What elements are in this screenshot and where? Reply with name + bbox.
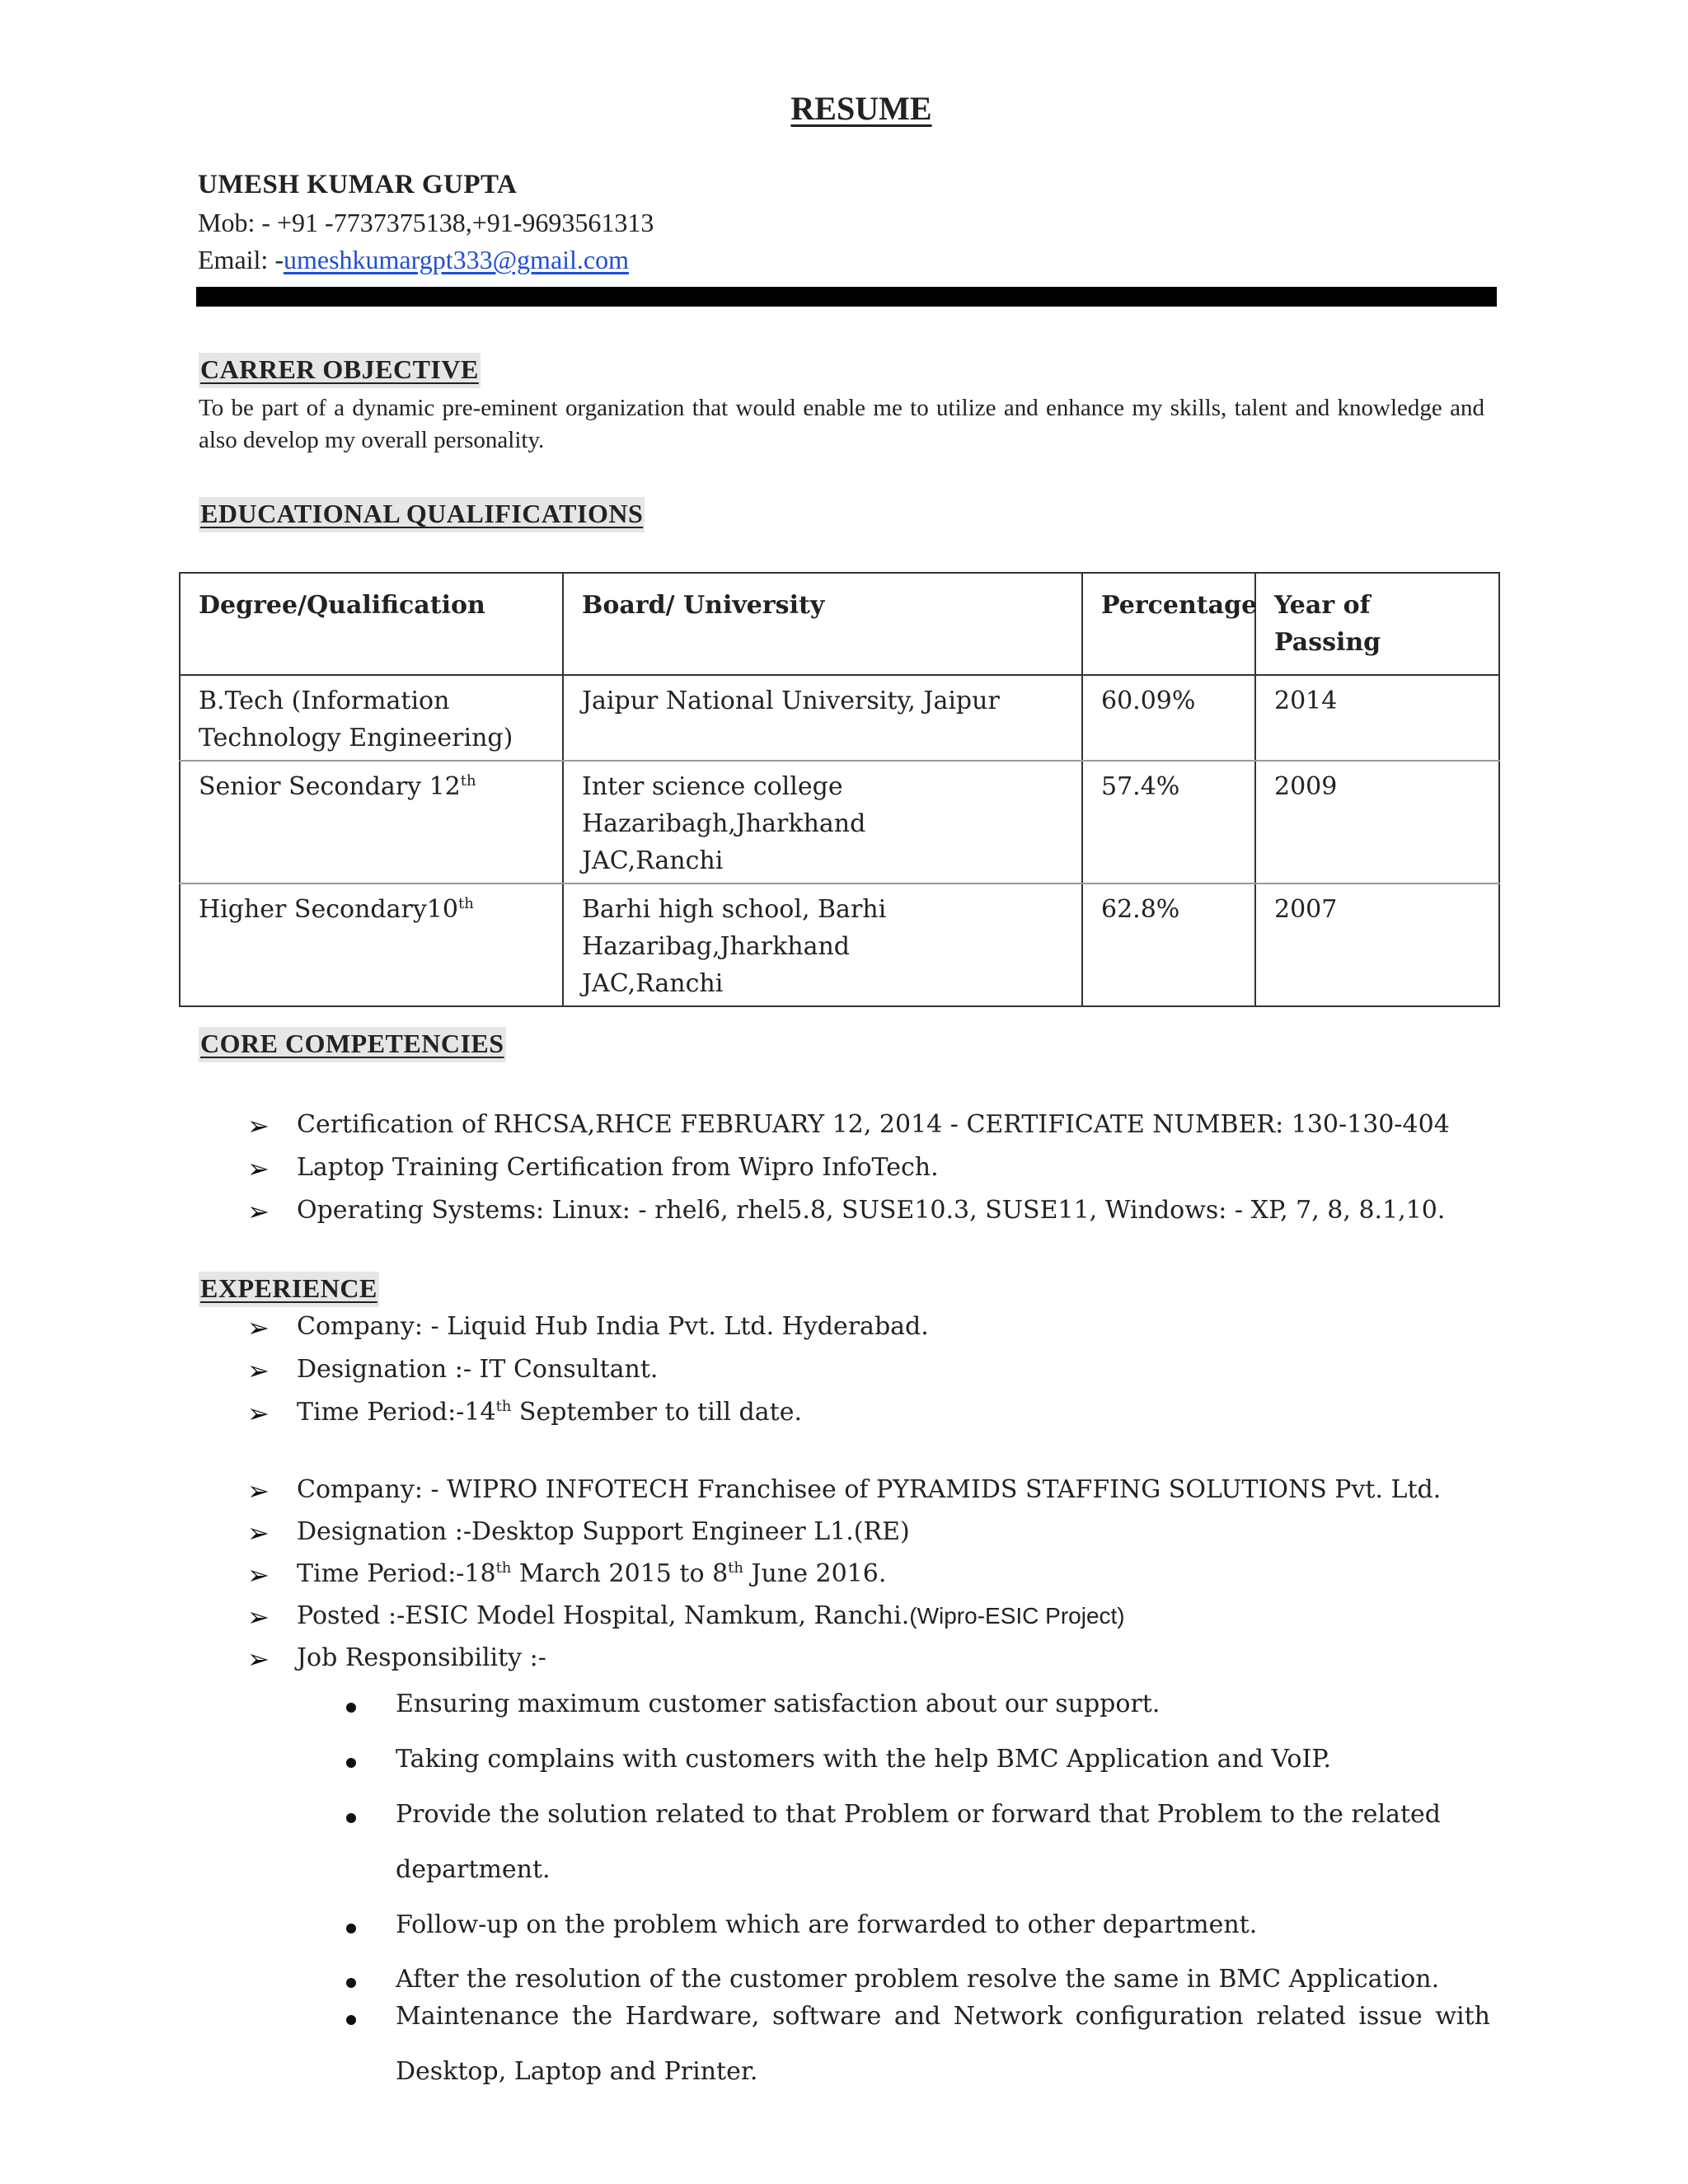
- arrow-bullet-icon: ➢: [247, 1517, 270, 1549]
- arrow-bullet-icon: ➢: [247, 1559, 270, 1591]
- bullet-dot-icon: [346, 1758, 356, 1768]
- section-heading-education: EDUCATIONAL QUALIFICATIONS: [199, 497, 645, 532]
- bullet-dot-icon: [346, 1813, 356, 1823]
- arrow-bullet-icon: ➢: [247, 1355, 270, 1386]
- email-link[interactable]: umeshkumargpt333@gmail.com: [283, 245, 630, 274]
- bullet-dot-icon: [346, 1924, 356, 1933]
- column-header: Percentage: [1082, 573, 1255, 675]
- table-row: [180, 883, 1499, 1006]
- page-title: RESUME: [790, 90, 932, 127]
- arrow-bullet-icon: ➢: [247, 1643, 270, 1675]
- year-cell: 2009: [1255, 761, 1499, 883]
- board-cell: Barhi high school, Barhi Hazaribag,Jharkhand JAC,Ranchi: [563, 883, 1082, 1006]
- table-header-row: [180, 573, 1499, 675]
- degree-cell: B.Tech (Information Technology Engineering): [180, 675, 563, 761]
- arrow-bullet-icon: ➢: [247, 1196, 270, 1227]
- table-row: [180, 761, 1499, 883]
- board-cell: Jaipur National University, Jaipur: [563, 675, 1082, 761]
- board-cell: Inter science college Hazaribagh,Jharkhand JAC,Ranchi: [563, 761, 1082, 883]
- section-heading-core: CORE COMPETENCIES: [199, 1027, 506, 1062]
- section-heading-experience: EXPERIENCE: [199, 1272, 379, 1307]
- arrow-bullet-icon: ➢: [247, 1601, 270, 1633]
- column-header: Degree/Qualification: [180, 573, 563, 675]
- bullet-dot-icon: [346, 1703, 356, 1713]
- table-row: [180, 675, 1499, 761]
- arrow-bullet-icon: ➢: [247, 1475, 270, 1507]
- bullet-dot-icon: [346, 2015, 356, 2025]
- column-header: Year of Passing: [1255, 573, 1499, 675]
- arrow-bullet-icon: ➢: [247, 1312, 270, 1343]
- education-table: [179, 572, 1500, 1007]
- section-heading-objective: CARRER OBJECTIVE: [199, 353, 481, 388]
- percentage-cell: 62.8%: [1082, 883, 1255, 1006]
- email-label: Email: -: [198, 245, 284, 274]
- degree-cell: Senior Secondary 12th: [180, 761, 563, 883]
- arrow-bullet-icon: ➢: [247, 1398, 270, 1429]
- objective-text: To be part of a dynamic pre-eminent organization that would enable me to utilize and enhance my skills, talent and knowledge and also develop my overall personality.: [199, 395, 1484, 453]
- column-header: Board/ University: [563, 573, 1082, 675]
- mobile-numbers: Mob: - +91 -7737375138,+91-9693561313: [198, 208, 654, 237]
- bullet-dot-icon: [346, 1978, 356, 1988]
- year-cell: 2014: [1255, 675, 1499, 761]
- percentage-cell: 57.4%: [1082, 761, 1255, 883]
- percentage-cell: 60.09%: [1082, 675, 1255, 761]
- candidate-name: UMESH KUMAR GUPTA: [198, 170, 518, 199]
- arrow-bullet-icon: ➢: [247, 1153, 270, 1184]
- header-divider: [196, 287, 1497, 307]
- year-cell: 2007: [1255, 883, 1499, 1006]
- degree-cell: Higher Secondary10th: [180, 883, 563, 1006]
- arrow-bullet-icon: ➢: [247, 1110, 270, 1141]
- email-line: [198, 245, 629, 275]
